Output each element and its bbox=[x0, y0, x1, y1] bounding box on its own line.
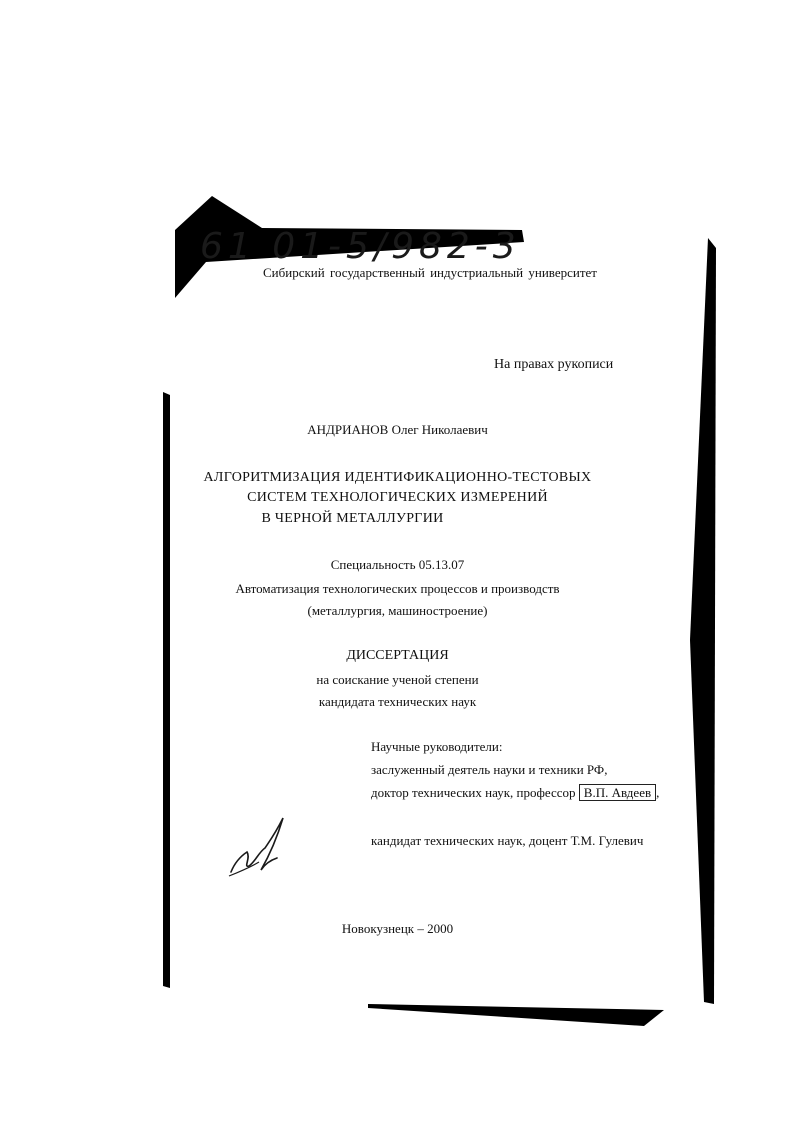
supervisor-1-line bbox=[371, 785, 659, 801]
title-line-1: АЛГОРИТМИЗАЦИЯ ИДЕНТИФИКАЦИОННО-ТЕСТОВЫХ bbox=[203, 470, 592, 485]
bottom-dark-edge bbox=[368, 1004, 664, 1026]
right-dark-edge bbox=[690, 238, 716, 1004]
supervisor-2-line bbox=[371, 833, 643, 849]
handwritten-archive-number: 61 01-5/982-3 bbox=[200, 226, 521, 267]
supervisor-1-name: В.П. Авдеев bbox=[579, 784, 656, 801]
dissertation-heading: ДИССЕРТАЦИЯ bbox=[346, 648, 449, 663]
supervisors-heading: Научные руководители: bbox=[371, 739, 503, 754]
supervisor-2-degree: кандидат технических наук, доцент bbox=[371, 833, 568, 848]
university-name: Сибирский государственный индустриальный университет bbox=[263, 265, 597, 280]
author-line bbox=[0, 422, 795, 438]
author-name: Олег Николаевич bbox=[391, 422, 488, 437]
supervisor-1-suffix: , bbox=[656, 785, 660, 800]
degree-line-2: кандидата технических наук bbox=[318, 694, 477, 709]
city-year: Новокузнецк – 2000 bbox=[341, 921, 454, 936]
specialty-code: Специальность 05.13.07 bbox=[330, 557, 465, 572]
title-line-2: СИСТЕМ ТЕХНОЛОГИЧЕСКИХ ИЗМЕРЕНИЙ bbox=[247, 490, 548, 505]
supervisor-1-degree: доктор технических наук, профессор bbox=[371, 785, 576, 800]
supervisor-2-name: Т.М. Гулевич bbox=[570, 833, 644, 848]
rights-note: На правах рукописи bbox=[494, 357, 614, 372]
title-line-3: В ЧЕРНОЙ МЕТАЛЛУРГИИ bbox=[261, 511, 444, 526]
supervisor-1-title: заслуженный деятель науки и техники РФ, bbox=[371, 762, 608, 777]
specialty-name: Автоматизация технологических процессов и производств bbox=[235, 581, 560, 596]
specialty-field: (металлургия, машиностроение) bbox=[307, 603, 488, 618]
handwritten-signature bbox=[225, 812, 295, 884]
degree-line-1: на соискание ученой степени bbox=[316, 672, 479, 687]
author-surname: АНДРИАНОВ bbox=[307, 422, 389, 437]
